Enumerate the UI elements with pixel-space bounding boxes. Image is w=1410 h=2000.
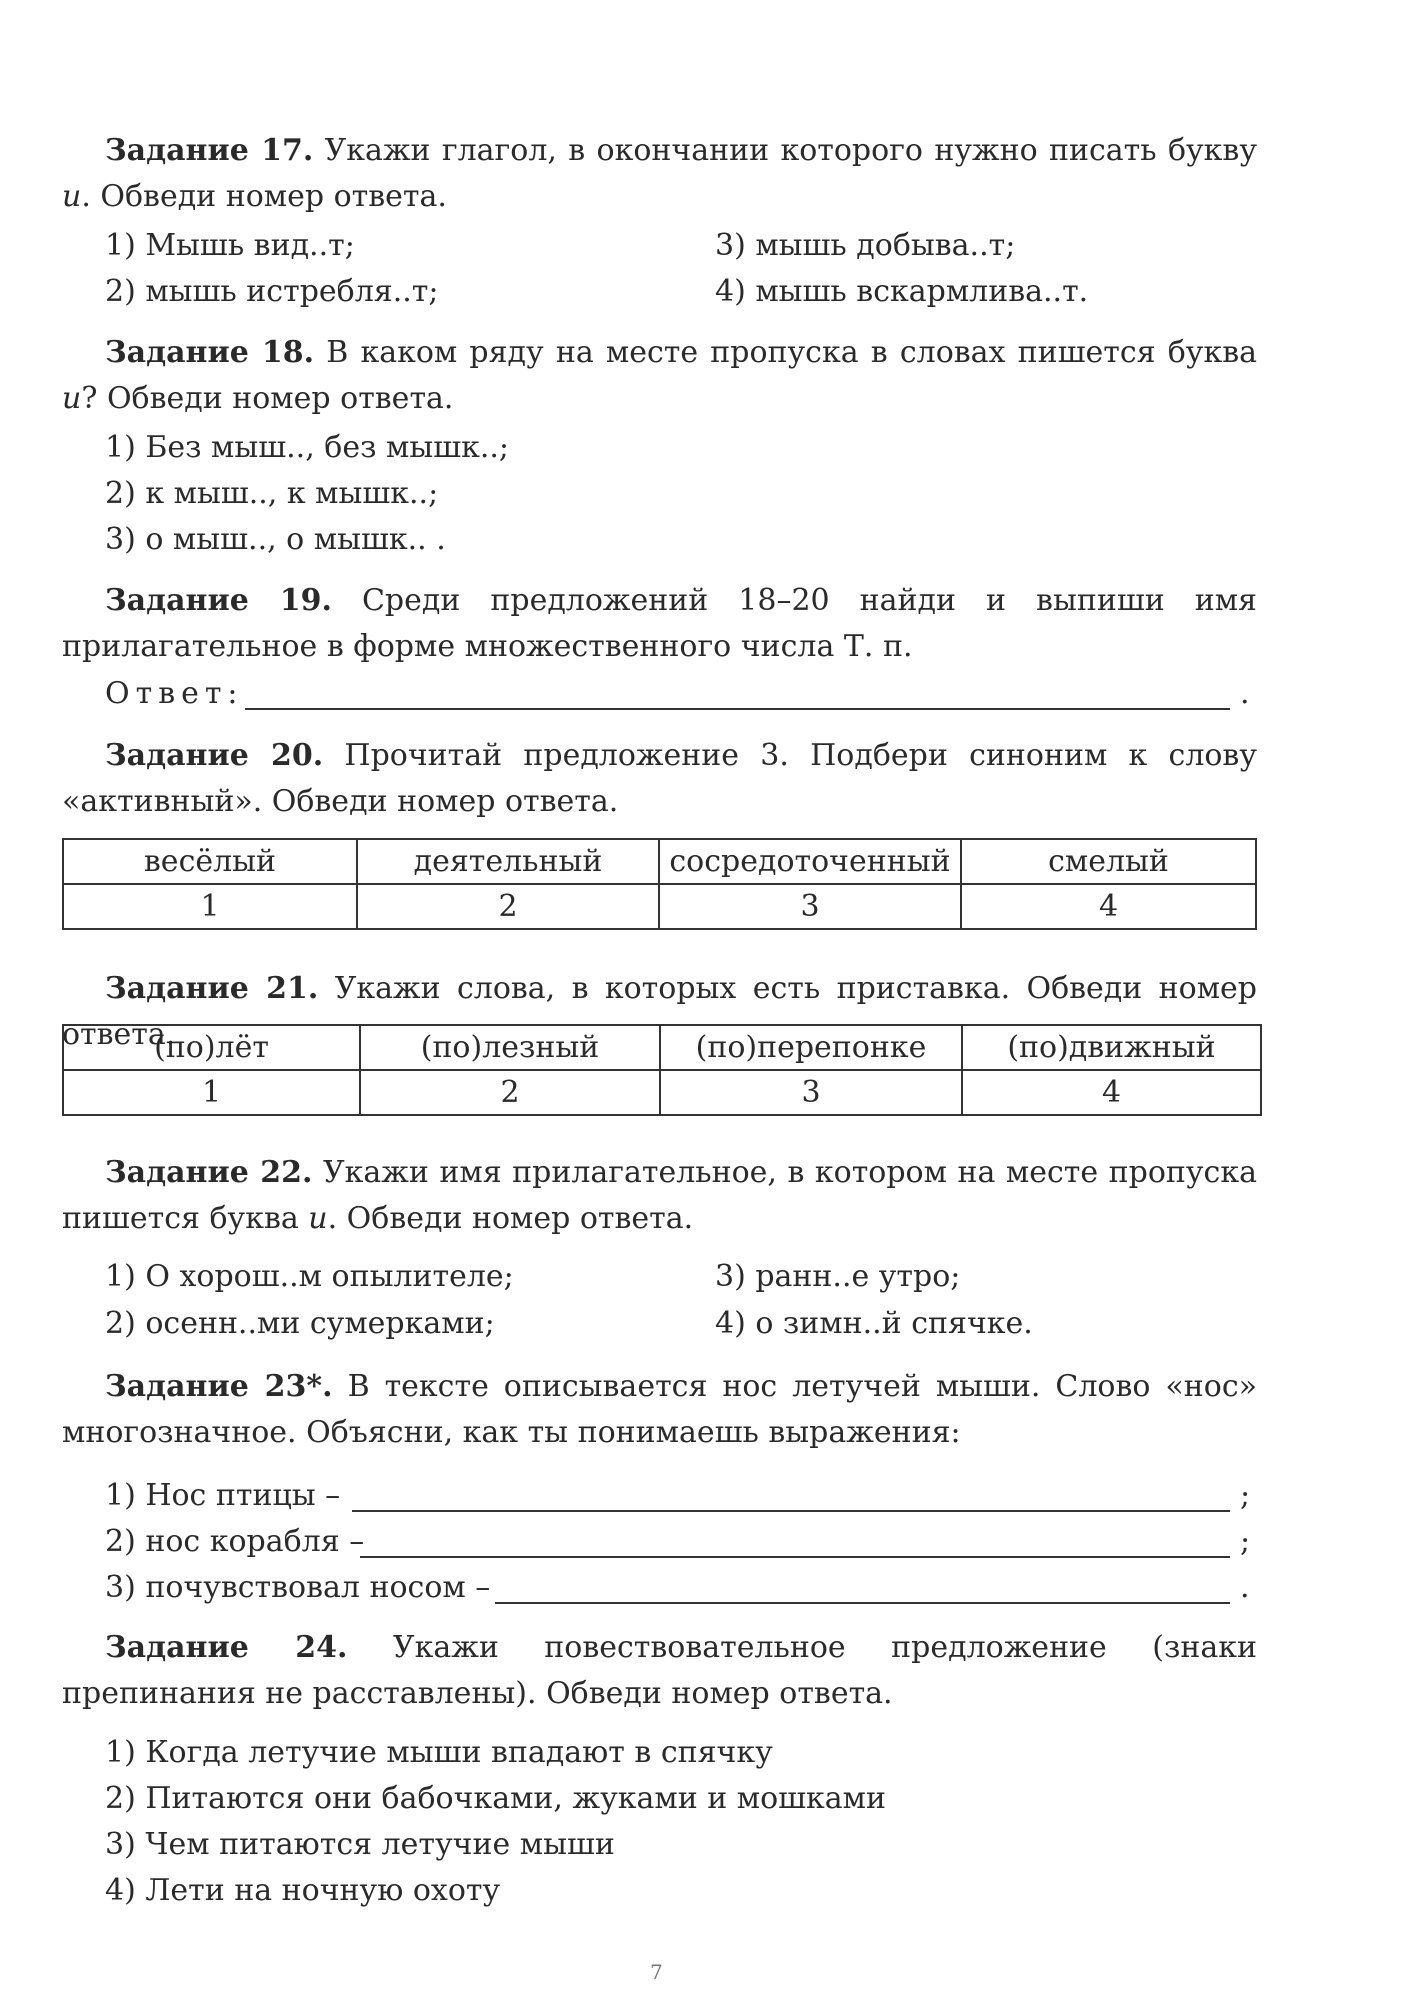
task-23-prompt: Задание 23*. В тексте описывается нос летучей мыши. Слово «нос» многозначное. Объясни, как ты понимаешь выражения: [62,1369,1257,1450]
task-24-option-3[interactable]: 3) Чем питаются летучие мыши [105,1827,615,1862]
task-20-table [62,838,1257,930]
task-18-option-1[interactable]: 1) Без мыш.., без мышк..; [105,430,510,465]
task-20-number-1[interactable]: 1 [63,884,357,929]
task-20-prompt: Задание 20. Прочитай предложение 3. Подбери синоним к слову «активный». Обведи номер ответа. [62,738,1257,819]
task-21-number-2[interactable]: 2 [360,1070,660,1115]
task-22-option-2[interactable]: 2) осенн..ми сумерками; [105,1306,495,1341]
task-19-answer-end: . [1240,676,1250,711]
task-19-label: Задание 19. [105,583,332,618]
task-21-number-4[interactable]: 4 [962,1070,1261,1115]
task-20-word-3: сосредоточенный [659,839,961,884]
task-23-end-2: ; [1240,1524,1251,1559]
task-23-answer-line-3[interactable] [495,1602,1230,1604]
task-23-label: Задание 23*. [105,1369,333,1404]
task-20-number-2[interactable]: 2 [357,884,659,929]
task-20-number-4[interactable]: 4 [961,884,1256,929]
task-18-option-2[interactable]: 2) к мыш.., к мышк..; [105,476,439,511]
task-24-label: Задание 24. [105,1630,348,1665]
task-22-option-3[interactable]: 3) ранн..е утро; [715,1259,961,1294]
task-23-answer-line-1[interactable] [352,1510,1230,1512]
task-18-option-3[interactable]: 3) о мыш.., о мышк.. . [105,522,446,557]
task-20-word-1: весёлый [63,839,357,884]
task-23-item-3: 3) почувствовал носом – [105,1570,491,1605]
task-21-number-1[interactable]: 1 [63,1070,360,1115]
task-17-option-4[interactable]: 4) мышь вскармлива..т. [715,274,1089,309]
task-21-label: Задание 21. [105,971,319,1006]
task-19-answer-line[interactable] [245,708,1230,710]
task-24-prompt: Задание 24. Укажи повествовательное предложение (знаки препинания не расставлены). Обведи номер ответа. [62,1630,1257,1711]
task-24-option-2[interactable]: 2) Питаются они бабочками, жуками и мошками [105,1781,887,1816]
task-21-table [62,1024,1262,1116]
task-18-prompt: Задание 18. В каком ряду на месте пропуска в словах пишется буква и? Обведи номер ответа. [62,335,1257,416]
task-20-label: Задание 20. [105,738,324,773]
task-19-answer-label: Ответ: [105,676,244,711]
task-23-end-3: . [1240,1570,1250,1605]
task-21-word-1: (по)лёт [63,1025,360,1070]
task-21-prompt: Задание 21. Укажи слова, в которых есть приставка. Обведи номер ответа. [62,971,1257,1052]
task-23-item-1: 1) Нос птицы – [105,1478,341,1513]
task-23-item-2: 2) нос корабля – [105,1524,365,1559]
task-24-option-4[interactable]: 4) Лети на ночную охоту [105,1873,501,1908]
task-22-option-1[interactable]: 1) О хорош..м опылителе; [105,1259,514,1294]
task-18-label: Задание 18. [105,335,315,370]
task-21-number-3[interactable]: 3 [660,1070,962,1115]
task-24-option-1[interactable]: 1) Когда летучие мыши впадают в спячку [105,1735,773,1770]
task-22-option-4[interactable]: 4) о зимн..й спячке. [715,1306,1033,1341]
task-17-option-1[interactable]: 1) Мышь вид..т; [105,228,355,263]
task-22-label: Задание 22. [105,1155,313,1190]
task-17-label: Задание 17. [105,133,314,168]
task-21-word-2: (по)лезный [360,1025,660,1070]
task-20-word-2: деятельный [357,839,659,884]
task-21-word-4: (по)движный [962,1025,1261,1070]
task-19-prompt: Задание 19. Среди предложений 18–20 найди и выпиши имя прилагательное в форме множественного числа Т. п. [62,583,1257,664]
task-20-word-4: смелый [961,839,1256,884]
task-23-end-1: ; [1240,1478,1251,1513]
task-17-option-2[interactable]: 2) мышь истребля..т; [105,274,439,309]
task-22-prompt: Задание 22. Укажи имя прилагательное, в котором на месте пропуска пишется буква и. Обведи номер ответа. [62,1155,1257,1236]
page-number: 7 [650,1960,663,1984]
task-17-option-3[interactable]: 3) мышь добыва..т; [715,228,1016,263]
task-23-answer-line-2[interactable] [360,1556,1230,1558]
task-21-word-3: (по)перепонке [660,1025,962,1070]
task-20-number-3[interactable]: 3 [659,884,961,929]
task-17-prompt: Задание 17. Укажи глагол, в окончании которого нужно писать букву и. Обведи номер ответа. [62,133,1257,214]
